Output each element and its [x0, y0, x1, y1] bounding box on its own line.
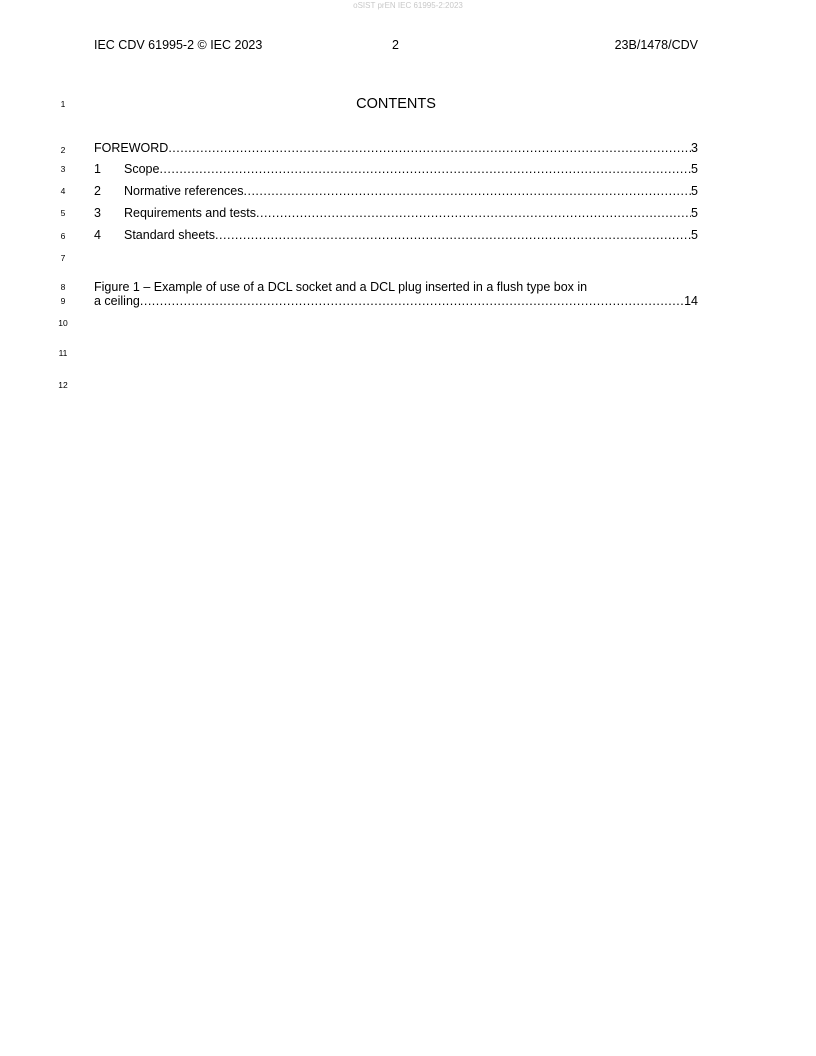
toc-entry-label: Scope — [124, 162, 160, 176]
line-number: 5 — [60, 208, 66, 218]
toc-dot-leader — [168, 141, 691, 156]
toc-entry-page: 5 — [691, 206, 698, 220]
line-number: 12 — [58, 380, 68, 390]
toc-entry-page: 5 — [691, 184, 698, 198]
header-reference: 23B/1478/CDV — [614, 38, 698, 52]
toc-dot-leader — [215, 228, 691, 243]
line-number: 3 — [60, 164, 66, 174]
toc-entry-number: 3 — [94, 206, 101, 220]
toc-dot-leader — [140, 294, 684, 309]
toc-entry-number: 4 — [94, 228, 101, 242]
toc-entry-label: FOREWORD — [94, 141, 169, 155]
toc-dot-leader — [159, 162, 691, 177]
toc-entry-number: 2 — [94, 184, 101, 198]
line-number: 9 — [60, 296, 66, 306]
line-number: 8 — [60, 282, 66, 292]
toc-dot-leader — [244, 184, 692, 199]
line-number: 1 — [60, 99, 66, 109]
toc-entry-requirements-and-tests[interactable] — [94, 206, 698, 221]
figure-entry-caption-line1[interactable]: Figure 1 – Example of use of a DCL socket and a DCL plug inserted in a flush type box in — [94, 280, 588, 294]
toc-entry-label: Standard sheets — [124, 228, 216, 242]
toc-entry-page: 3 — [691, 141, 698, 155]
toc-entry-page: 5 — [691, 162, 698, 176]
line-number: 7 — [60, 253, 66, 263]
page-title: CONTENTS — [356, 96, 436, 112]
toc-dot-leader — [256, 206, 691, 221]
toc-entry-scope[interactable] — [94, 162, 698, 177]
toc-entry-standard-sheets[interactable] — [94, 228, 698, 243]
toc-entry-label: Requirements and tests — [124, 206, 257, 220]
line-number: 11 — [58, 348, 68, 358]
toc-entry-normative-references[interactable] — [94, 184, 698, 199]
toc-entry-page: 5 — [691, 228, 698, 242]
toc-entry-foreword[interactable] — [94, 141, 698, 156]
header-page-number: 2 — [392, 38, 399, 52]
figure-entry-caption-line2: a ceiling — [94, 294, 140, 308]
toc-entry-label: Normative references — [124, 184, 244, 198]
line-number: 10 — [58, 318, 68, 328]
figure-entry-page: 14 — [684, 294, 698, 308]
line-number: 6 — [60, 231, 66, 241]
header-document-id: IEC CDV 61995-2 © IEC 2023 — [94, 38, 263, 52]
toc-entry-number: 1 — [94, 162, 101, 176]
figure-entry-1[interactable] — [94, 294, 698, 309]
watermark-text: oSIST prEN IEC 61995-2:2023 — [353, 1, 463, 10]
line-number: 2 — [60, 145, 66, 155]
line-number: 4 — [60, 186, 66, 196]
